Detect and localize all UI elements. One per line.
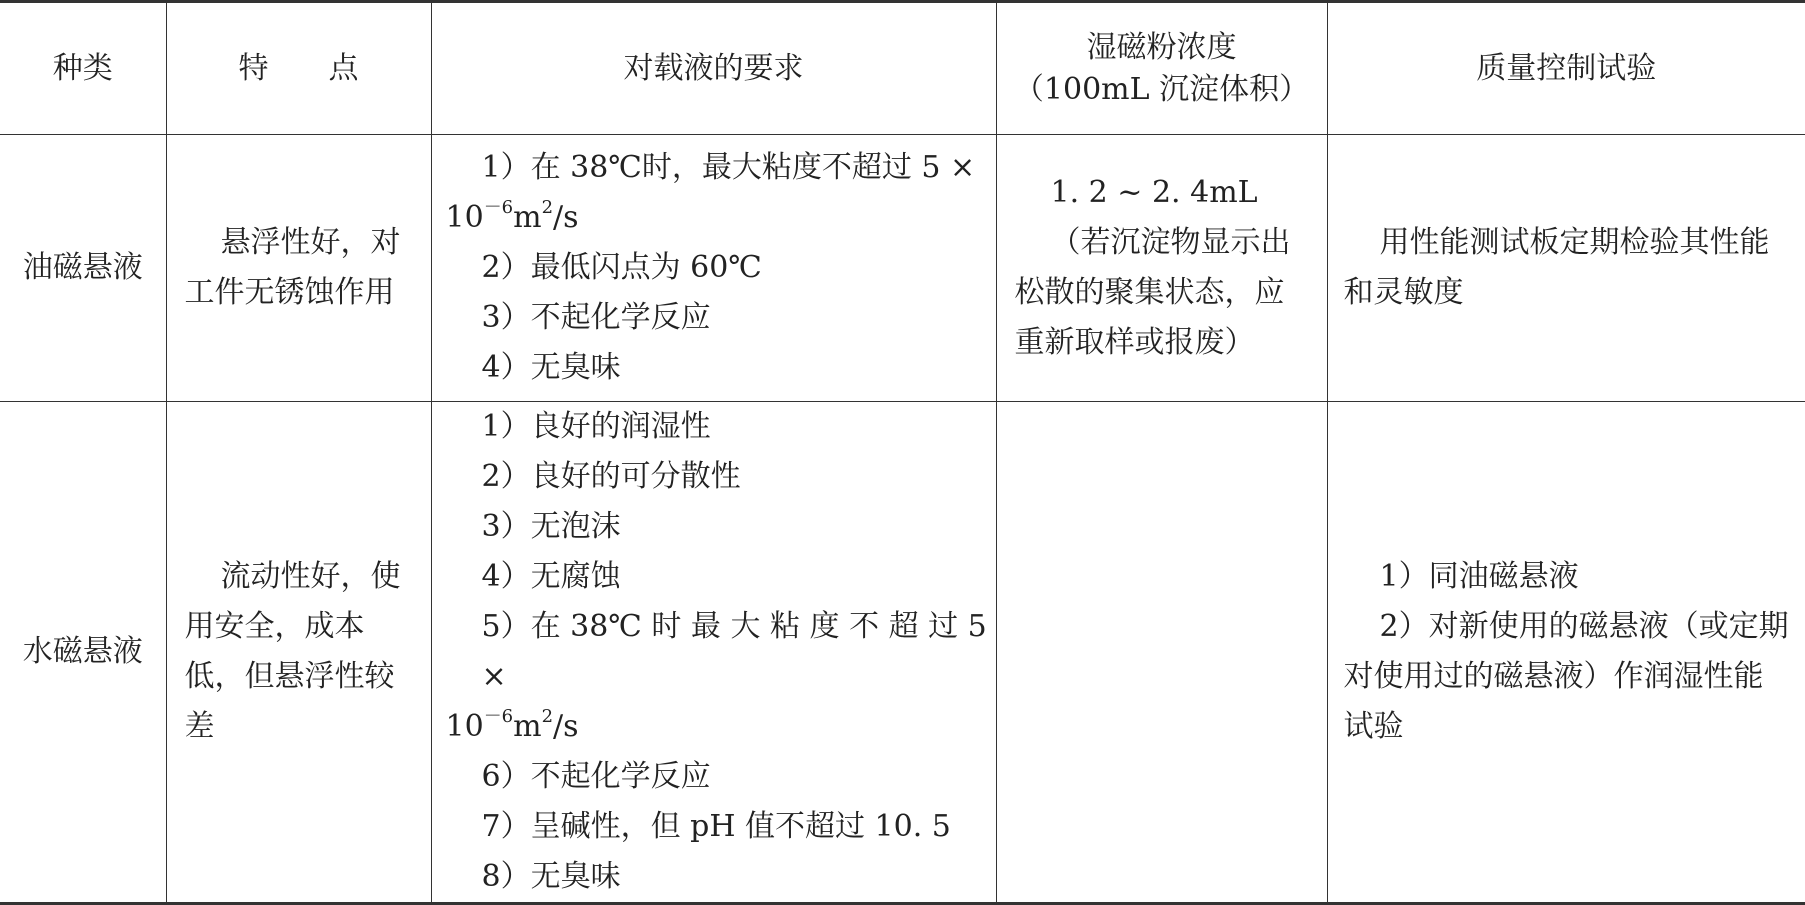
- requirement-item-continuation: [446, 193, 996, 243]
- unit-base: 10: [445, 200, 484, 235]
- cell-type: 油磁悬液: [0, 135, 166, 402]
- quality-test-item: 1）同油磁悬液: [1379, 559, 1579, 594]
- requirement-item: 2）最低闪点为 60℃: [481, 250, 762, 285]
- requirement-item-continuation: [446, 702, 996, 752]
- unit-exponent: －6: [483, 197, 514, 218]
- header-row: [0, 2, 1805, 135]
- header-type: 种类: [0, 2, 166, 135]
- requirement-item: 5）在 38℃ 时 最 大 粘 度 不 超 过 5 ×: [481, 609, 987, 694]
- requirement-item: 3）不起化学反应: [481, 300, 711, 335]
- cell-concentration-empty: [996, 402, 1327, 904]
- cell-features: 流动性好，使用安全，成本低，但悬浮性较差: [166, 402, 431, 904]
- unit-base: 10: [445, 709, 484, 744]
- requirement-item: 3）无泡沫: [481, 509, 621, 544]
- cell-concentration: [996, 135, 1327, 402]
- unit-m: m: [513, 709, 542, 744]
- cell-requirements: [431, 135, 996, 402]
- cell-features: 悬浮性好，对工件无锈蚀作用: [166, 135, 431, 402]
- cell-requirements: [431, 402, 996, 904]
- unit-square: 2: [541, 197, 554, 218]
- unit-per-second: /s: [553, 709, 579, 744]
- header-carrier-requirements: 对载液的要求: [431, 2, 996, 135]
- header-concentration-line2: （100mL 沉淀体积）: [1013, 71, 1310, 107]
- requirement-item: 1）在 38℃时，最大粘度不超过 5 ×: [481, 150, 976, 185]
- requirement-item: 6）不起化学反应: [481, 759, 711, 794]
- requirement-item: 2）良好的可分散性: [481, 459, 741, 494]
- requirement-item: 8）无臭味: [481, 859, 621, 894]
- requirement-item: 4）无腐蚀: [481, 559, 621, 594]
- header-features: 特 点: [166, 2, 431, 135]
- header-quality-test: 质量控制试验: [1327, 2, 1805, 135]
- requirement-item: 7）呈碱性，但 pH 值不超过 10. 5: [481, 809, 951, 844]
- requirement-item: 4）无臭味: [481, 350, 621, 385]
- unit-m: m: [513, 200, 542, 235]
- quality-test-item: 2）对新使用的磁悬液（或定期对使用过的磁悬液）作润湿性能试验: [1343, 609, 1789, 744]
- requirement-item: 1）良好的润湿性: [481, 409, 711, 444]
- table-row: [0, 402, 1805, 904]
- header-concentration: [996, 2, 1327, 135]
- unit-square: 2: [541, 706, 554, 727]
- cell-type: 水磁悬液: [0, 402, 166, 904]
- concentration-value: 1. 2 ~ 2. 4mL: [1050, 175, 1258, 210]
- header-concentration-line1: 湿磁粉浓度: [1086, 29, 1237, 65]
- cell-quality-test: 用性能测试板定期检验其性能和灵敏度: [1327, 135, 1805, 402]
- unit-exponent: －6: [483, 706, 514, 727]
- unit-per-second: /s: [553, 200, 579, 235]
- table-row: [0, 135, 1805, 402]
- cell-quality-test: [1327, 402, 1805, 904]
- concentration-note: （若沉淀物显示出松散的聚集状态，应重新取样或报废）: [1014, 225, 1291, 360]
